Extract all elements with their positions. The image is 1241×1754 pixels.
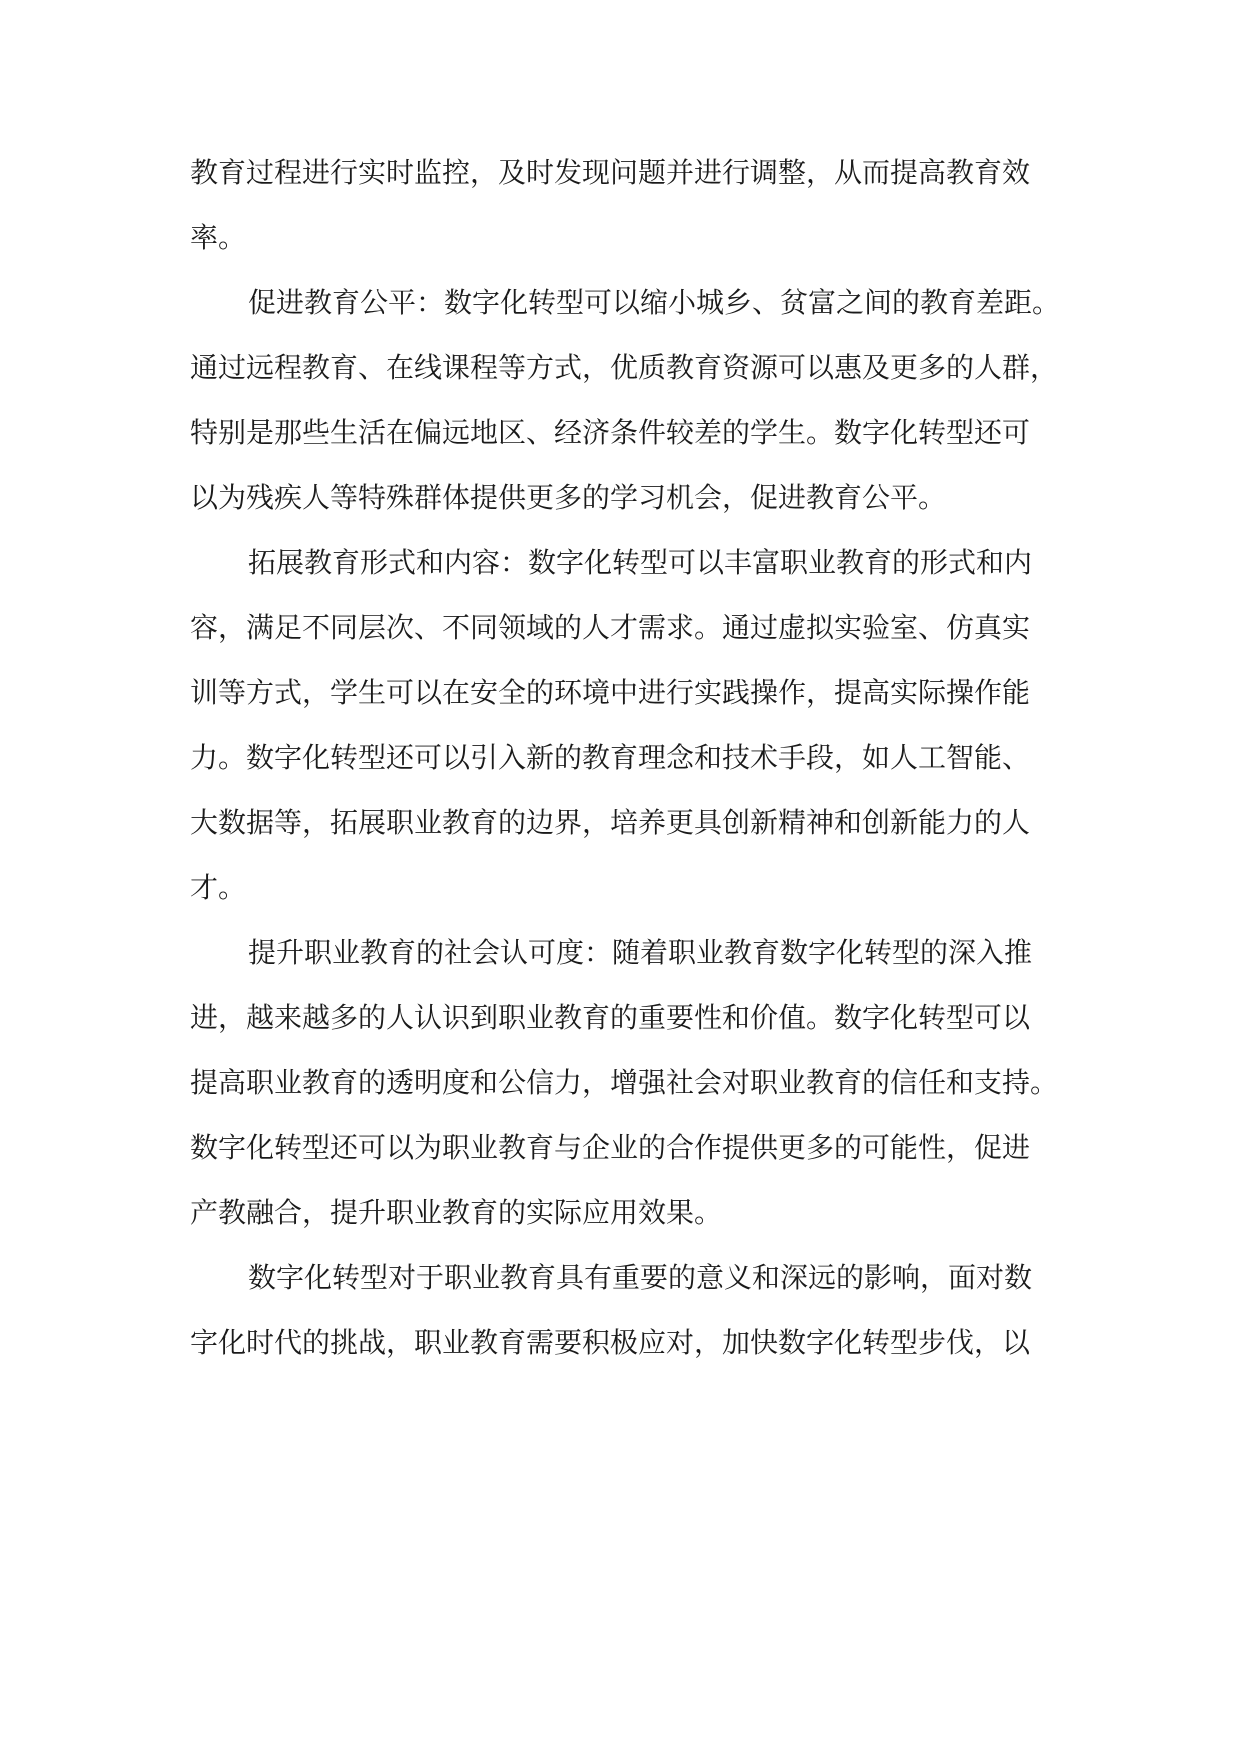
text-line: 拓展教育形式和内容：数字化转型可以丰富职业教育的形式和内 <box>248 546 1033 579</box>
text-line: 通过远程教育、在线课程等方式，优质教育资源可以惠及更多的人群， <box>190 351 1059 384</box>
paragraph-expand-forms <box>190 530 1070 920</box>
text-line: 以为残疾人等特殊群体提供更多的学习机会，促进教育公平。 <box>190 481 947 514</box>
text-line: 容，满足不同层次、不同领域的人才需求。通过虚拟实验室、仿真实 <box>190 611 1031 644</box>
paragraph-conclusion <box>190 1245 1070 1375</box>
text-line: 教育过程进行实时监控，及时发现问题并进行调整，从而提高教育效 <box>190 156 1031 189</box>
text-line: 大数据等，拓展职业教育的边界，培养更具创新精神和创新能力的人 <box>190 806 1031 839</box>
text-line: 才。 <box>190 871 247 904</box>
text-line: 进，越来越多的人认识到职业教育的重要性和价值。数字化转型可以 <box>190 1001 1031 1034</box>
text-line: 字化时代的挑战，职业教育需要积极应对，加快数字化转型步伐，以 <box>190 1326 1031 1359</box>
text-line: 率。 <box>190 221 247 254</box>
text-line: 特别是那些生活在偏远地区、经济条件较差的学生。数字化转型还可 <box>190 416 1031 449</box>
paragraph-continuation <box>190 140 1070 270</box>
text-line: 数字化转型对于职业教育具有重要的意义和深远的影响，面对数 <box>248 1261 1033 1294</box>
text-line: 提高职业教育的透明度和公信力，增强社会对职业教育的信任和支持。 <box>190 1066 1059 1099</box>
paragraph-social-recognition <box>190 920 1070 1245</box>
text-line: 产教融合，提升职业教育的实际应用效果。 <box>190 1196 723 1229</box>
text-line: 数字化转型还可以为职业教育与企业的合作提供更多的可能性，促进 <box>190 1131 1031 1164</box>
text-line: 力。数字化转型还可以引入新的教育理念和技术手段，如人工智能、 <box>190 741 1031 774</box>
text-line: 促进教育公平：数字化转型可以缩小城乡、贫富之间的教育差距。 <box>248 286 1061 319</box>
document-body <box>190 140 1070 1375</box>
text-line: 训等方式，学生可以在安全的环境中进行实践操作，提高实际操作能 <box>190 676 1031 709</box>
paragraph-education-equity <box>190 270 1070 530</box>
text-line: 提升职业教育的社会认可度：随着职业教育数字化转型的深入推 <box>248 936 1033 969</box>
